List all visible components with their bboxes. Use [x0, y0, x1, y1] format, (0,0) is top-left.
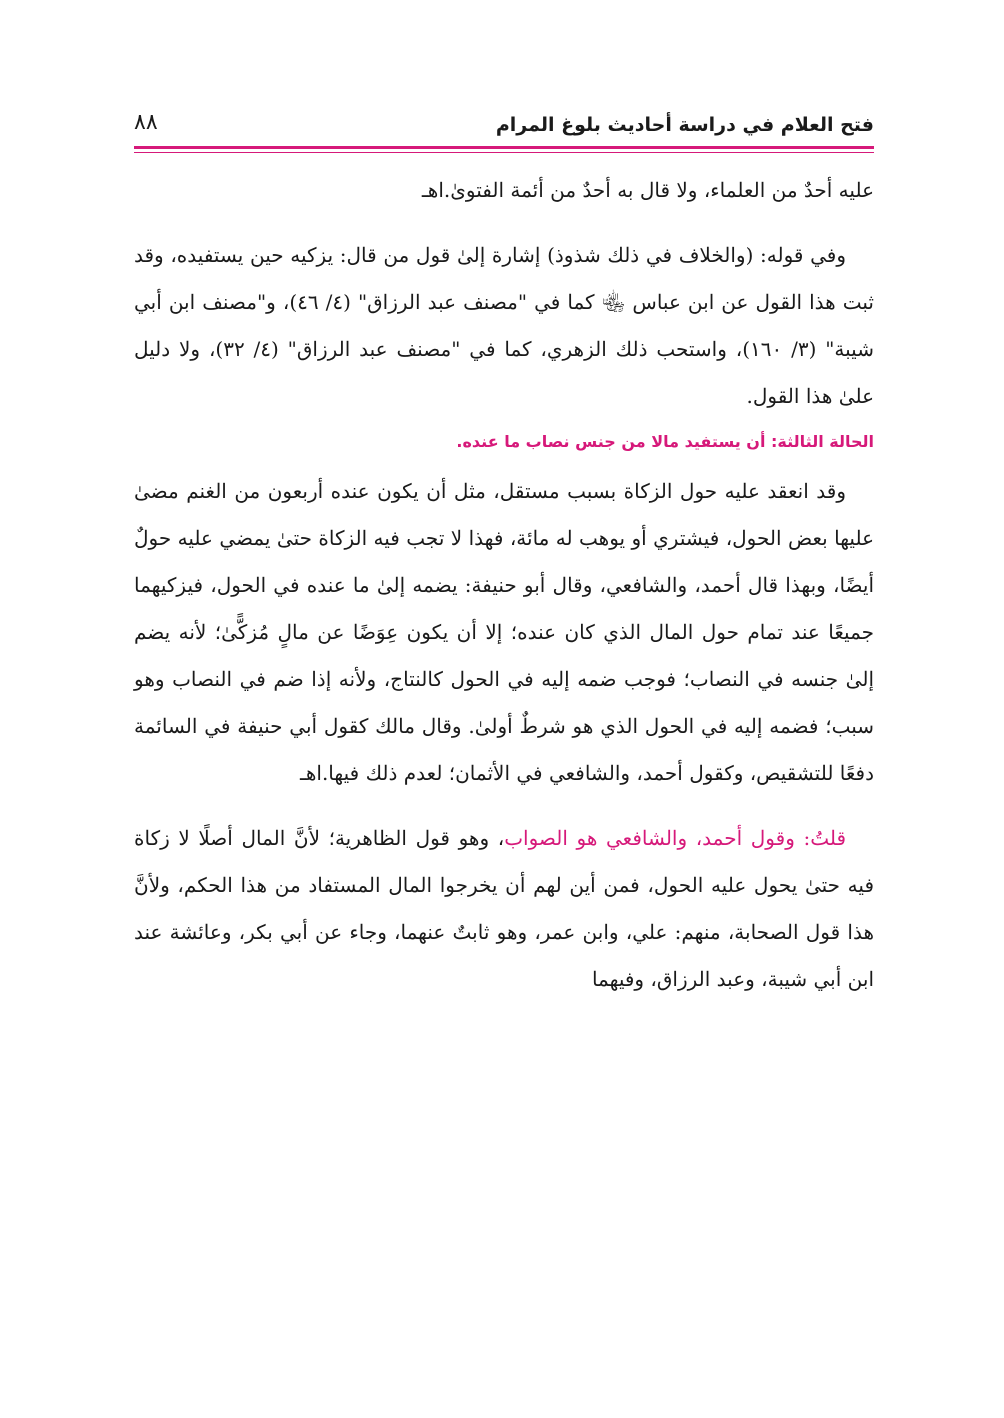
paragraph-4-text: ، وهو قول الظاهرية؛ لأنَّ المال أصلًا لا زكاة فيه حتىٰ يحول عليه الحول، فمن أين لهم أن يخرجوا المال المستفاد من هذا الحكم، ولأنَّ هذا قول الصحابة، منهم: علي، وابن عمر، وهو ثابتٌ عنهما، وجاء عن أبي بكر، وعائشة عند ابن أبي شيبة، وعبد الرزاق، وفيهما: [134, 826, 874, 991]
paragraph-4: [134, 815, 874, 1003]
header-rule-thin: [134, 152, 874, 153]
paragraph-3: وقد انعقد عليه حول الزكاة بسبب مستقل، مثل أن يكون عنده أربعون من الغنم مضىٰ عليها بعض الحول، فيشتري أو يوهب له مائة، فهذا لا تجب فيه الزكاة حتىٰ يمضي عليه حولٌ أيضًا، وبهذا قال أحمد، والشافعي، وقال أبو حنيفة: يضمه إلىٰ ما عنده في الحول، فيزكيهما جميعًا عند تمام حول المال الذي كان عنده؛ إلا أن يكون عِوَضًا عن مالٍ مُزكًّىٰ؛ لأنه يضم إلىٰ جنسه في النصاب؛ فوجب ضمه إليه في الحول كالنتاج، ولأنه إذا ضم في النصاب وهو سبب؛ فضمه إليه في الحول الذي هو شرطٌ أولىٰ. وقال مالك كقول أبي حنيفة في السائمة دفعًا للتشقيص، وكقول أحمد، والشافعي في الأثمان؛ لعدم ذلك فيها.اهـ: [134, 479, 874, 785]
paragraph-1: عليه أحدٌ من العلماء، ولا قال به أحدٌ من أئمة الفتوىٰ.اهـ: [421, 178, 874, 202]
page: [134, 100, 874, 1003]
running-title: فتح العلام في دراسة أحاديث بلوغ المرام: [495, 114, 874, 136]
paragraph-2: وفي قوله: (والخلاف في ذلك شذوذ) إشارة إلىٰ قول من قال: يزكيه حين يستفيده، وقد ثبت هذا القول عن ابن عباس ﵄ كما في "مصنف عبد الرزاق" (٤/ ٤٦)، و"مصنف ابن أبي شيبة" (٣/ ١٦٠)، واستحب ذلك الزهري، كما في "مصنف عبد الرزاق" (٤/ ٣٢)، ولا دليل علىٰ هذا القول.: [134, 243, 874, 408]
page-number: ٨٨: [134, 110, 158, 135]
page-body: [134, 167, 874, 1003]
section-subheading: الحالة الثالثة: أن يستفيد مالا من جنس نصاب ما عنده.: [456, 432, 874, 451]
author-opinion-highlight: قلتُ: وقول أحمد، والشافعي هو الصواب: [504, 826, 847, 850]
page-header: [134, 100, 874, 146]
